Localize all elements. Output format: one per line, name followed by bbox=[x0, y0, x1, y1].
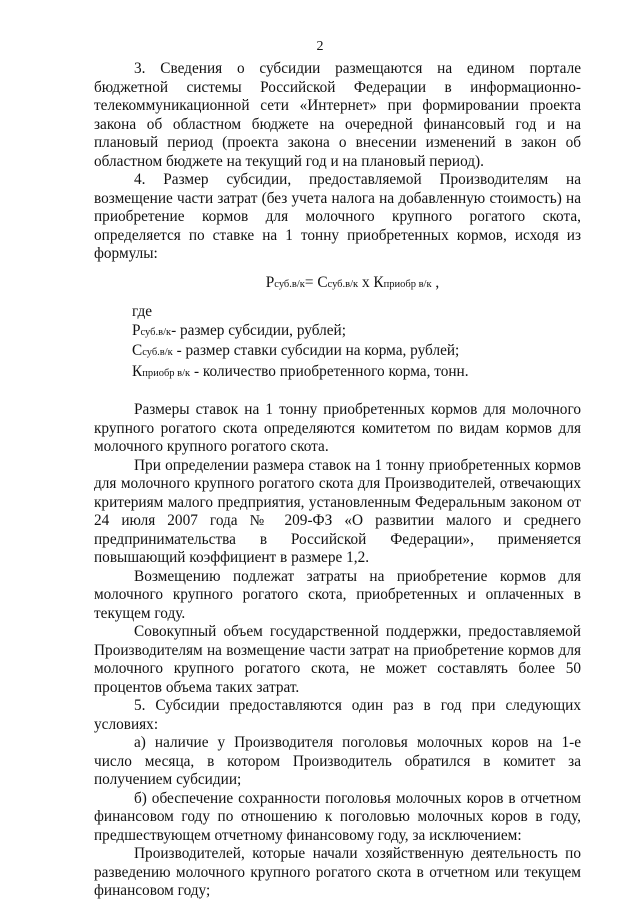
formula-definitions bbox=[94, 303, 581, 383]
page-number: 2 bbox=[316, 39, 324, 54]
definition-subsidy: Рсуб.в/к- размер субсидии, рублей; bbox=[132, 321, 346, 339]
paragraph-3: 3. Сведения о субсидии размещаются на едином портале бюджетной системы Российской Федерации в информационно-телекоммуникационной сети «Интернет» при формировании проекта закона об областном бюджете на очередной финансовый год и на плановый период (проекта закона о внесении изменений в закон об областном бюджете на текущий год и на плановый период). bbox=[94, 60, 581, 170]
formula-quantity: Кприобр в/к bbox=[373, 273, 432, 291]
paragraph-total-support: Совокупный объем государственной поддержки, предоставляемой Производителям на возмещение части затрат на приобретение кормов для молочного крупного рогатого скота, не может составлять более 50 процентов объема таких затрат. bbox=[94, 623, 581, 696]
paragraph-5b: б) обеспечение сохранности поголовья молочных коров в отчетном финансовом году по отношению к поголовью молочных коров в году, предшествующем отчетному финансовому году, за исключением: bbox=[94, 789, 581, 844]
definition-quantity: Кприобр в/к - количество приобретенного корма, тонн. bbox=[132, 362, 469, 380]
paragraph-coefficient: При определении размера ставок на 1 тонну приобретенных кормов для молочного крупного рогатого скота для Производителей, отвечающих критериям малого предприятия, установленным Федеральным законом от 24 июля 2007 года № 209-ФЗ «О развитии малого и среднего предпринимательства в Российской Федерации», применяется повышающий коэффициент в размере 1,2. bbox=[94, 456, 581, 566]
definition-rate: Ссуб.в/к - размер ставки субсидии на корма, рублей; bbox=[132, 342, 460, 359]
paragraph-5: 5. Субсидии предоставляются один раз в год при следующих условиях: bbox=[94, 697, 581, 733]
formula-result: Рсуб.в/к bbox=[265, 273, 305, 291]
paragraph-4: 4. Размер субсидии, предоставляемой Производителям на возмещение части затрат (без учета налога на добавленную стоимость) на приобретение кормов для молочного крупного рогатого скота, определяется по ставке на 1 тонну приобретенных кормов, исходя из формулы: bbox=[94, 171, 581, 262]
subsidy-formula: Рсуб.в/к= Ссуб.в/к х Кприобр в/к , bbox=[265, 273, 440, 291]
paragraph-reimbursement: Возмещению подлежат затраты на приобретение кормов для молочного крупного рогатого скота, приобретенных и оплаченных в текущем году. bbox=[94, 567, 581, 622]
paragraph-rates: Размеры ставок на 1 тонну приобретенных кормов для молочного крупного рогатого скота определяются комитетом по видам кормов для молочного крупного рогатого скота. bbox=[94, 401, 581, 455]
formula-rate: Ссуб.в/к bbox=[317, 273, 359, 291]
paragraph-5a: а) наличие у Производителя поголовья молочных коров на 1-е число месяца, в котором Производитель обратился в комитет за получением субсидии; bbox=[94, 734, 581, 788]
paragraph-producers: Производителей, которые начали хозяйственную деятельность по разведению молочного крупного рогатого скота в отчетном или текущем финансовом году; bbox=[94, 845, 581, 899]
definitions-where: где bbox=[132, 303, 153, 320]
document-body bbox=[94, 60, 581, 901]
